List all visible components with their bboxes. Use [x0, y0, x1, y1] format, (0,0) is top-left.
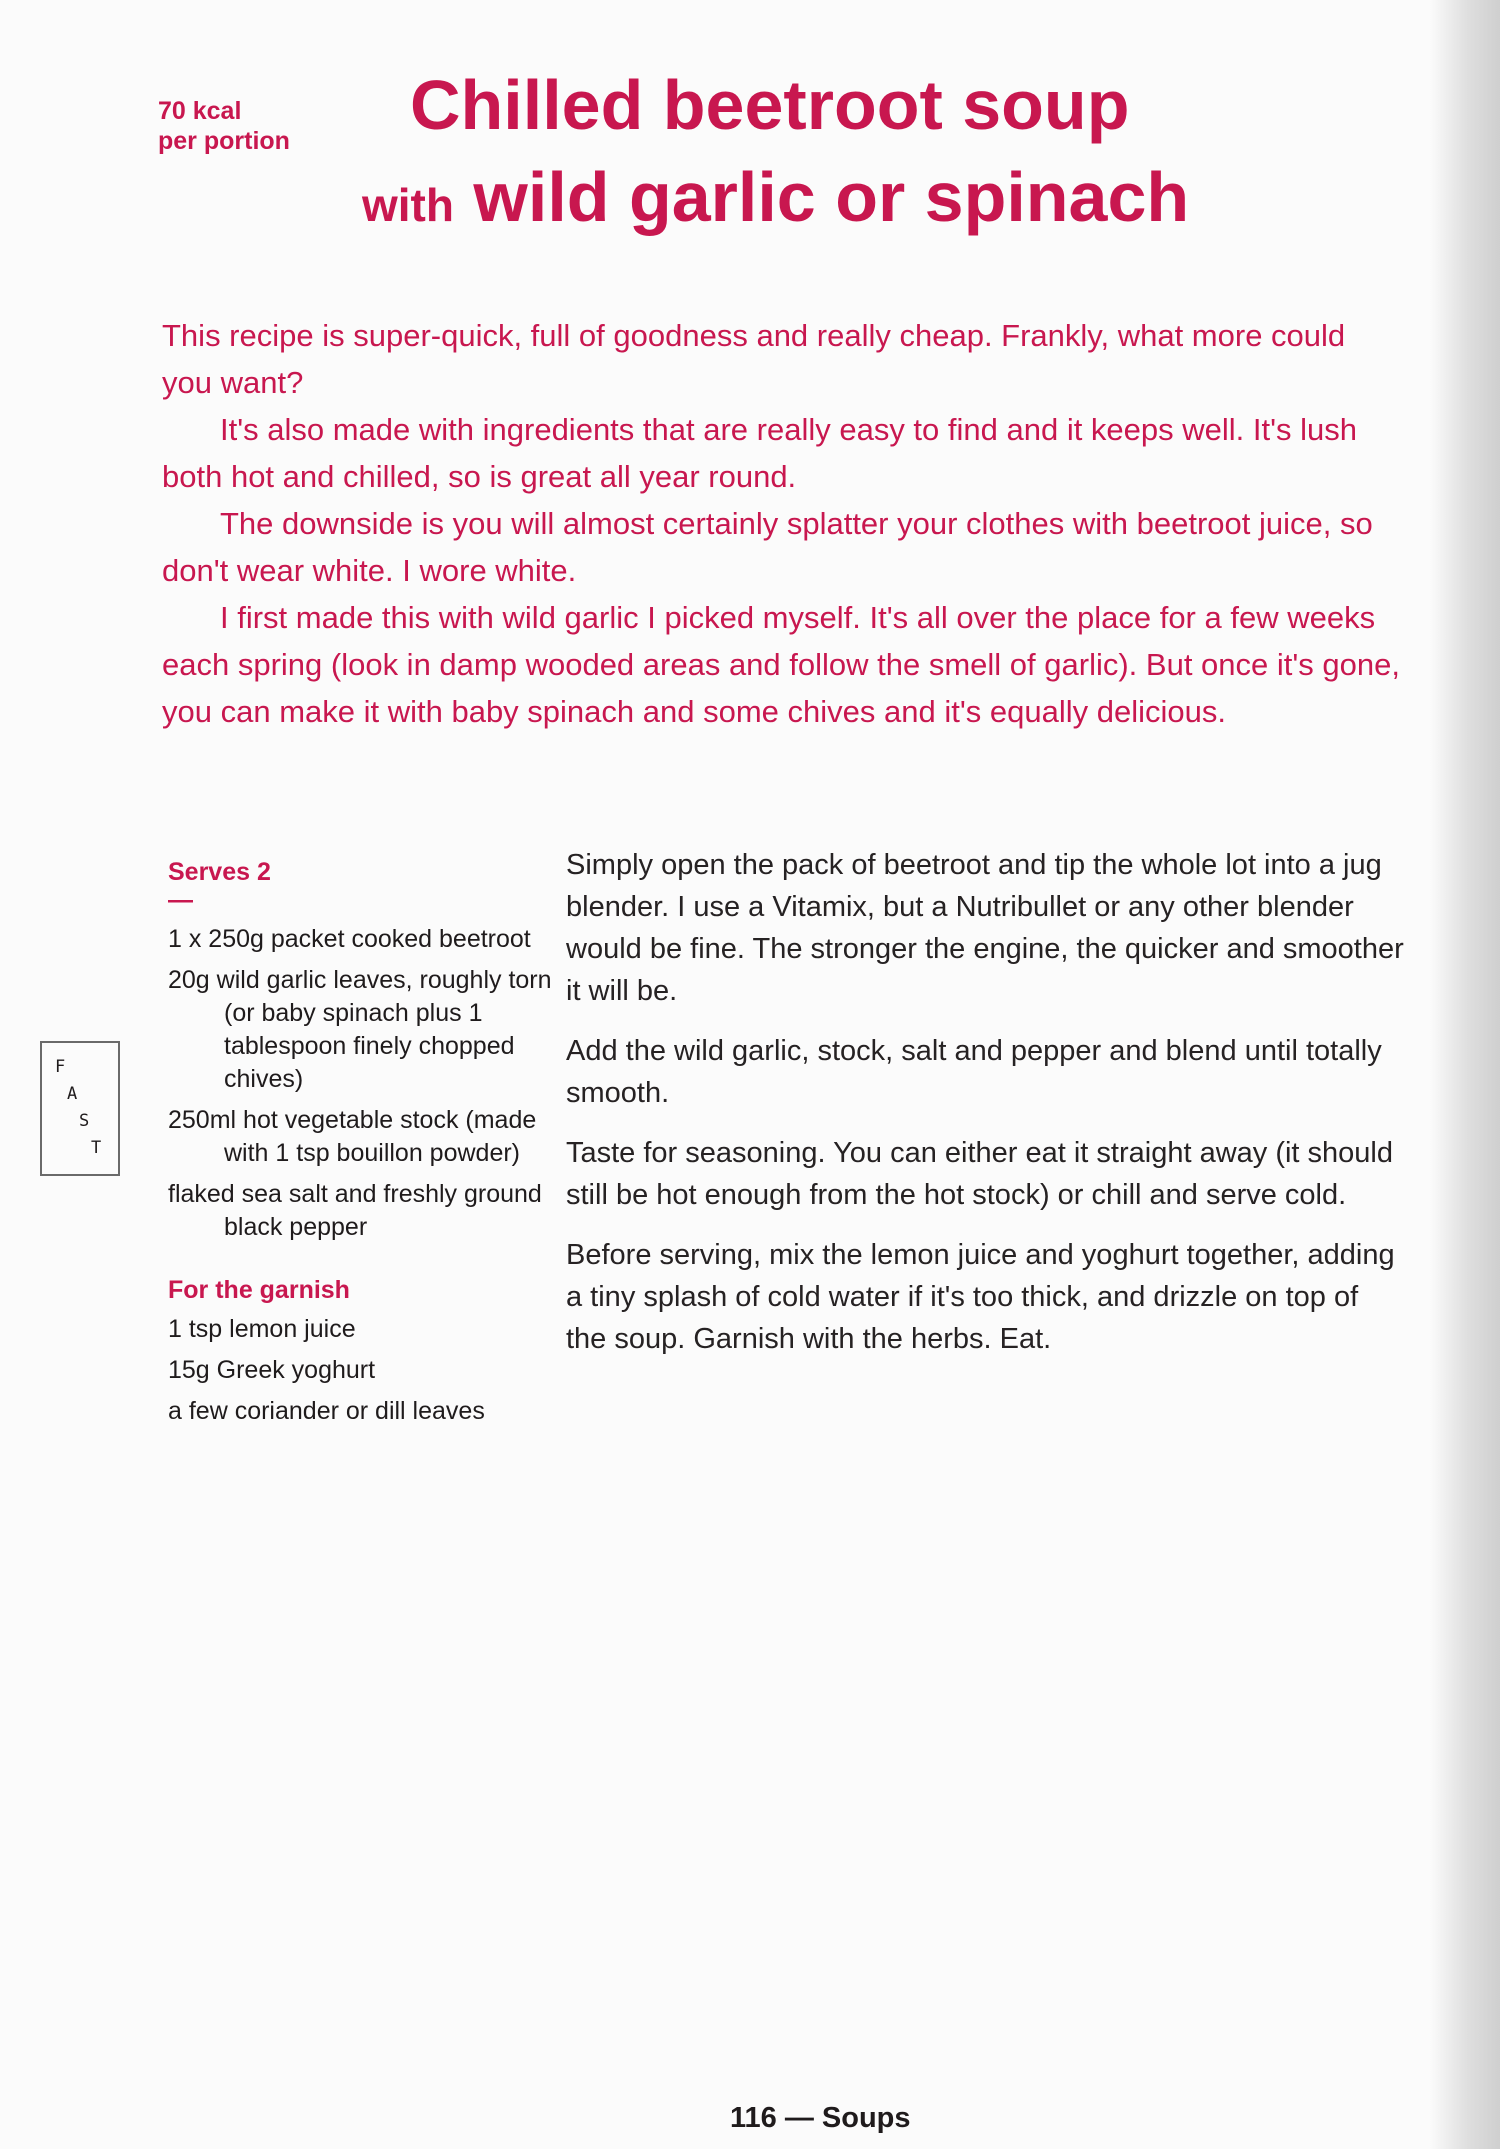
title-line-2-rest: wild garlic or spinach	[453, 158, 1190, 236]
ingredients-column	[168, 856, 558, 1436]
fast-badge	[40, 1041, 120, 1176]
serves-heading: Serves 2	[168, 858, 271, 886]
garnish-item: a few coriander or dill leaves	[168, 1397, 485, 1425]
ingredient-item: flaked sea salt and freshly ground black pepper	[168, 1180, 542, 1241]
garnish-list	[168, 1313, 558, 1428]
intro-paragraph: The downside is you will almost certainly splatter your clothes with beetroot juice, so don't wear white. I wore white.	[162, 506, 1373, 588]
heading-dash: —	[168, 886, 193, 914]
fast-letter: T	[91, 1138, 102, 1158]
method-step: Simply open the pack of beetroot and tip the whole lot into a jug blender. I use a Vitamix, but a Nutribullet or any other blender would be fine. The stronger the engine, the quicker and smoother it will be.	[566, 849, 1404, 1007]
title-with: with	[362, 179, 454, 231]
ingredient-item: 1 x 250g packet cooked beetroot	[168, 925, 531, 953]
method-step: Add the wild garlic, stock, salt and pepper and blend until totally smooth.	[566, 1035, 1382, 1109]
fast-letter: A	[67, 1084, 78, 1104]
method-step: Before serving, mix the lemon juice and yoghurt together, adding a tiny splash of cold water if it's too thick, and drizzle on top of the soup. Garnish with the herbs. Eat.	[566, 1239, 1395, 1355]
intro-paragraph: I first made this with wild garlic I picked myself. It's all over the place for a few weeks each spring (look in damp wooded areas and follow the smell of garlic). But once it's gone, you can make it with baby spinach and some chives and it's equally delicious.	[162, 600, 1400, 729]
fast-letter: S	[79, 1111, 90, 1131]
page-binding-shadow	[1430, 0, 1500, 2149]
ingredient-list	[168, 923, 558, 1244]
kcal-unit: per portion	[158, 127, 290, 155]
title-line-2	[362, 154, 1189, 248]
garnish-heading: For the garnish	[168, 1276, 350, 1304]
method-column	[566, 844, 1406, 1378]
garnish-item: 15g Greek yoghurt	[168, 1356, 376, 1384]
intro-text	[162, 312, 1402, 735]
title-line-1: Chilled beetroot soup	[410, 66, 1130, 144]
calorie-info	[158, 96, 290, 156]
kcal-value: 70 kcal	[158, 97, 242, 125]
page-number-label: 116 — Soups	[730, 2102, 911, 2134]
ingredient-item: 250ml hot vegetable stock (made with 1 tsp bouillon powder)	[168, 1106, 537, 1167]
ingredient-item: 20g wild garlic leaves, roughly torn (or baby spinach plus 1 tablespoon finely chopped chives)	[168, 966, 552, 1093]
garnish-item: 1 tsp lemon juice	[168, 1315, 356, 1343]
method-step: Taste for seasoning. You can either eat it straight away (it should still be hot enough from the hot stock) or chill and serve cold.	[566, 1137, 1393, 1211]
intro-paragraph: It's also made with ingredients that are really easy to find and it keeps well. It's lush both hot and chilled, so is great all year round.	[162, 412, 1358, 494]
fast-letter: F	[55, 1057, 66, 1077]
intro-paragraph: This recipe is super-quick, full of goodness and really cheap. Frankly, what more could you want?	[162, 318, 1346, 400]
